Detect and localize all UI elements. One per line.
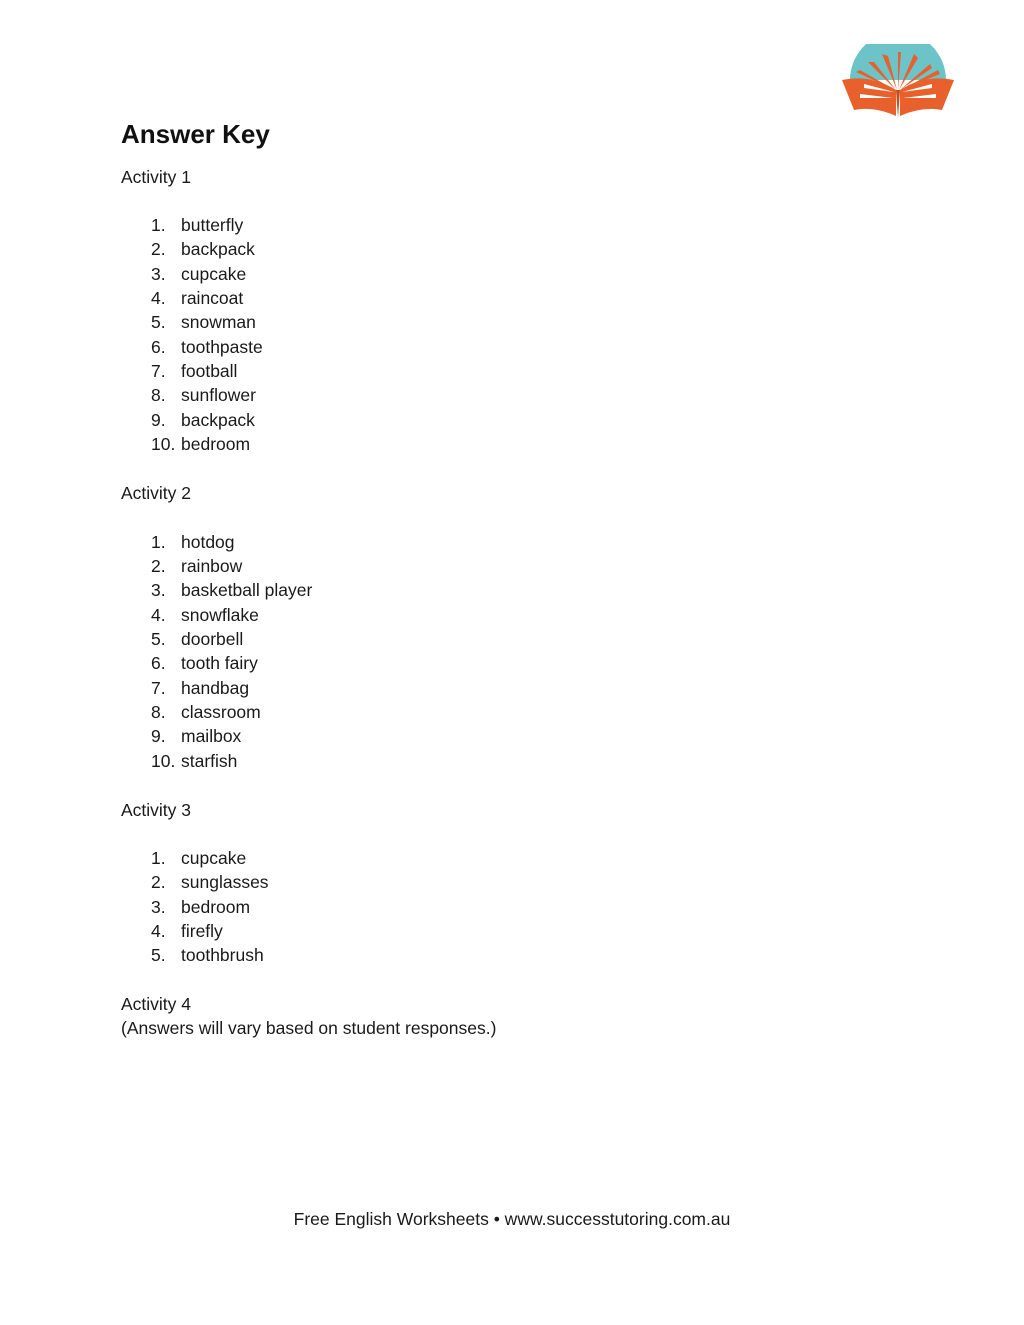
list-number: 5. (151, 629, 166, 649)
list-number: 6. (151, 337, 166, 357)
list-number: 7. (151, 678, 166, 698)
list-number: 3. (151, 580, 166, 600)
list-item: bedroom (181, 434, 251, 454)
list-item: rainbow (181, 556, 243, 576)
list-item: hotdog (181, 532, 235, 552)
list-item: cupcake (181, 848, 247, 868)
list-number: 2. (151, 239, 166, 259)
page-title: Answer Key (121, 119, 270, 149)
list-item: mailbox (181, 726, 242, 746)
list-number: 3. (151, 897, 166, 917)
list-number: 5. (151, 945, 166, 965)
open-book-sun-icon (838, 44, 958, 122)
list-item: raincoat (181, 288, 244, 308)
list-number: 4. (151, 921, 166, 941)
activity-heading: Activity 4 (121, 994, 192, 1014)
list-item: snowman (181, 312, 256, 332)
list-item: bedroom (181, 897, 251, 917)
list-item: backpack (181, 239, 255, 259)
list-item: handbag (181, 678, 250, 698)
list-number: 9. (151, 410, 166, 430)
list-number: 1. (151, 215, 166, 235)
list-item: toothbrush (181, 945, 264, 965)
list-number: 8. (151, 385, 166, 405)
list-item: tooth fairy (181, 653, 258, 673)
list-item: snowflake (181, 605, 259, 625)
list-item: starfish (181, 751, 238, 771)
list-item: backpack (181, 410, 255, 430)
activity-note: (Answers will vary based on student responses.) (121, 1018, 497, 1038)
list-number: 10. (151, 751, 176, 771)
activity-heading: Activity 1 (121, 167, 192, 187)
list-number: 7. (151, 361, 166, 381)
list-item: toothpaste (181, 337, 263, 357)
activity-heading: Activity 3 (121, 800, 192, 820)
list-number: 1. (151, 848, 166, 868)
list-number: 4. (151, 605, 166, 625)
list-number: 9. (151, 726, 166, 746)
list-number: 1. (151, 532, 166, 552)
list-number: 8. (151, 702, 166, 722)
list-item: butterfly (181, 215, 244, 235)
list-number: 6. (151, 653, 166, 673)
list-item: firefly (181, 921, 223, 941)
list-number: 4. (151, 288, 166, 308)
footer-text: Free English Worksheets • www.successtutoring.com.au (293, 1209, 731, 1229)
list-item: cupcake (181, 264, 247, 284)
list-number: 3. (151, 264, 166, 284)
list-number: 2. (151, 556, 166, 576)
list-number: 10. (151, 434, 176, 454)
list-item: doorbell (181, 629, 244, 649)
list-number: 2. (151, 872, 166, 892)
list-item: basketball player (181, 580, 313, 600)
list-item: sunflower (181, 385, 256, 405)
list-item: classroom (181, 702, 261, 722)
list-number: 5. (151, 312, 166, 332)
list-item: football (181, 361, 238, 381)
list-item: sunglasses (181, 872, 269, 892)
activity-heading: Activity 2 (121, 483, 192, 503)
